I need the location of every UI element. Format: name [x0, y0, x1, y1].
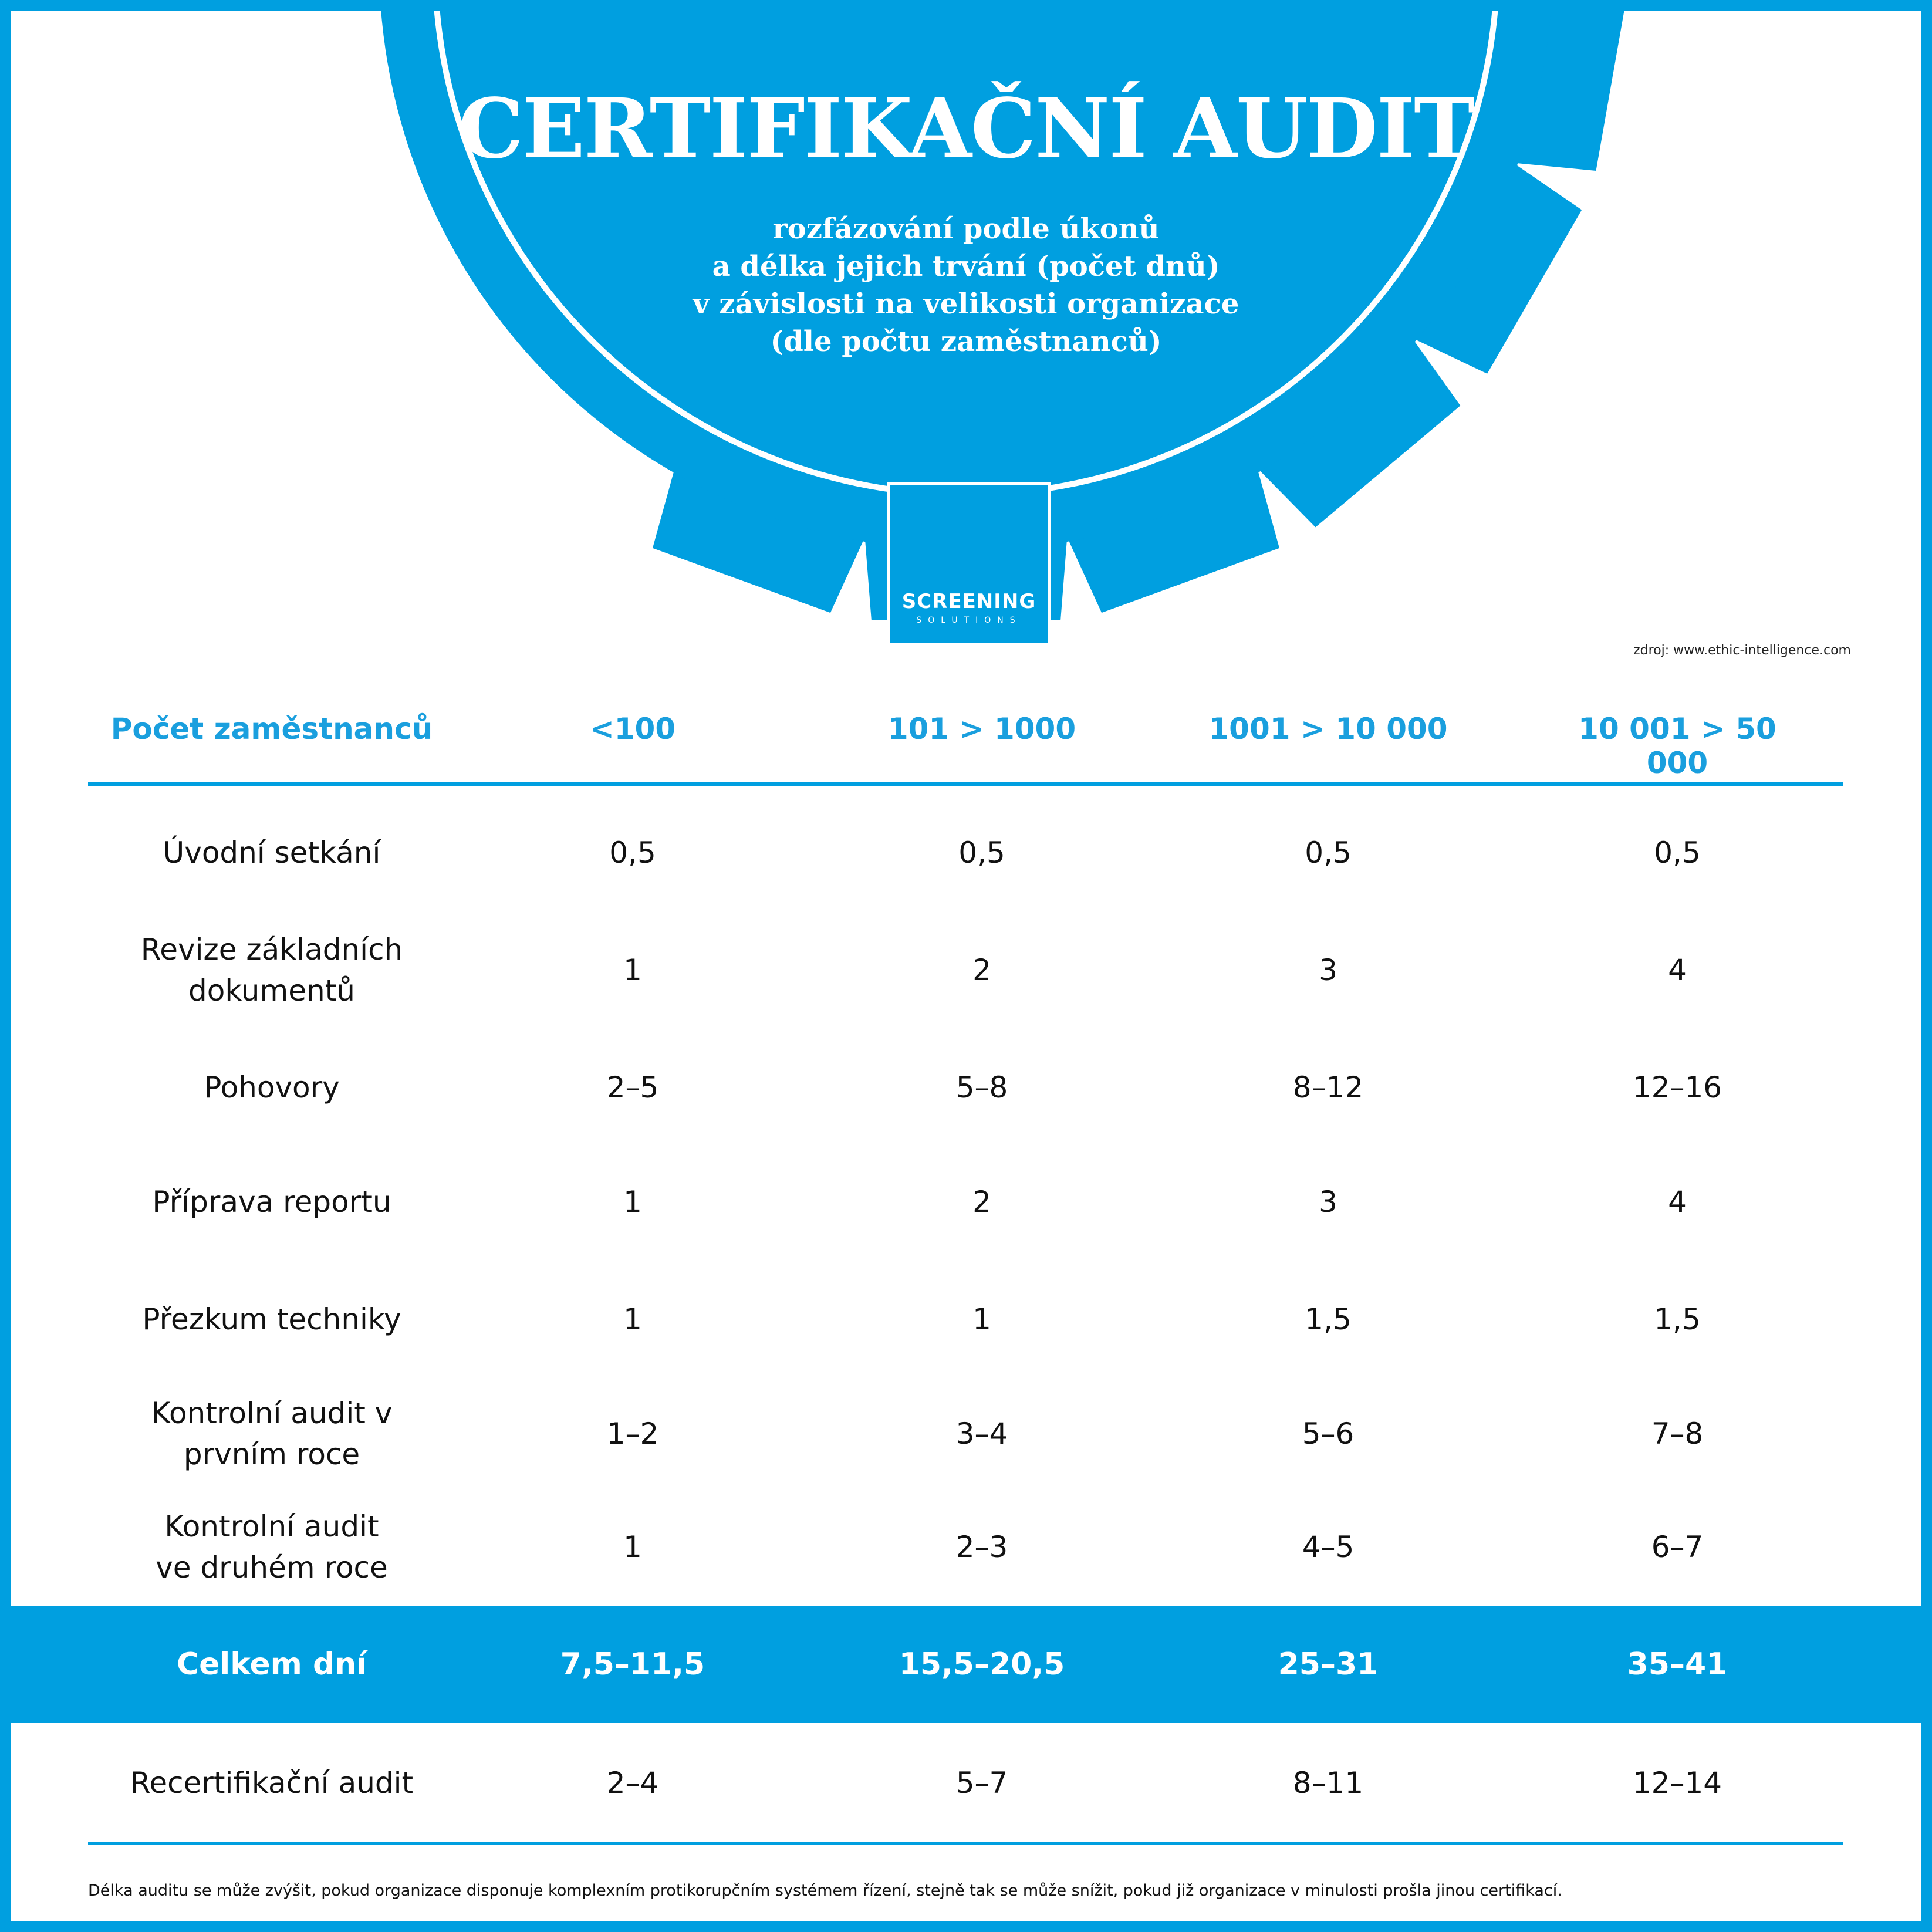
row-value: 3 [1319, 953, 1337, 987]
row-value: 1,5 [1654, 1302, 1701, 1336]
row-value: 5–6 [1302, 1417, 1355, 1451]
source-note: zdroj: www.ethic-intelligence.com [1633, 643, 1851, 658]
table-row [11, 1489, 1921, 1604]
screening-solutions-logo [887, 482, 1051, 646]
row-value: 1 [972, 1302, 991, 1336]
footnote: Délka auditu se může zvýšit, pokud organizace disponuje komplexním protikorupčním systémem řízení, stejně tak se může snížit, pokud již organizace v minulosti prošla jinou certifikací. [88, 1882, 1562, 1900]
table-row [11, 908, 1921, 1032]
header-label: Počet zaměstnanců [110, 712, 433, 746]
total-value: 15,5–20,5 [899, 1647, 1065, 1682]
row-value: 8–11 [1292, 1766, 1364, 1800]
total-label: Celkem dní [176, 1647, 367, 1682]
row-label: Pohovory [204, 1070, 340, 1105]
row-value: 2–3 [955, 1529, 1008, 1564]
row-value: 1–2 [606, 1417, 659, 1451]
subtitle-line: v závislosti na velikosti organizace [693, 288, 1239, 320]
subtitle-line: (dle počtu zaměstnanců) [770, 325, 1162, 358]
row-value: 0,5 [609, 836, 656, 870]
row-value: 1 [623, 1529, 642, 1564]
row-value: 2–4 [606, 1766, 659, 1800]
row-label: Příprava reportu [152, 1185, 391, 1219]
row-value: 7–8 [1651, 1417, 1704, 1451]
row-value: 3–4 [955, 1417, 1008, 1451]
page-subtitle [11, 210, 1921, 360]
row-value: 4 [1668, 1185, 1687, 1219]
row-label-text: Kontrolní audit ve druhém roce [156, 1509, 388, 1585]
header-divider [88, 782, 1843, 786]
header-col: 10 001 > 50 000 [1578, 712, 1776, 780]
row-value: 2–5 [606, 1070, 659, 1105]
row-value: 4–5 [1302, 1529, 1355, 1564]
row-label [11, 1489, 533, 1604]
row-value: 6–7 [1651, 1529, 1704, 1564]
row-label-text: Kontrolní audit v prvním roce [151, 1396, 393, 1471]
table-row [11, 1143, 1921, 1261]
total-row [11, 1606, 1921, 1723]
row-label-text: Revize základních dokumentů [140, 933, 403, 1008]
row-value: 0,5 [958, 836, 1005, 870]
row-label [11, 908, 533, 1032]
total-value: 7,5–11,5 [560, 1647, 705, 1682]
row-value: 0,5 [1305, 836, 1352, 870]
row-label: Recertifikační audit [130, 1766, 414, 1800]
row-value: 5–7 [955, 1766, 1008, 1800]
row-value: 12–16 [1632, 1070, 1722, 1105]
row-value: 3 [1319, 1185, 1337, 1219]
table-row [11, 1378, 1921, 1489]
table-row [11, 797, 1921, 908]
row-label: Přezkum techniky [142, 1302, 401, 1336]
row-value: 4 [1668, 953, 1687, 987]
row-value: 2 [972, 1185, 991, 1219]
header-col: 1001 > 10 000 [1208, 712, 1448, 746]
logo-tagline: SOLUTIONS [916, 616, 1022, 625]
row-value: 12–14 [1632, 1766, 1722, 1800]
subtitle-line: a délka jejich trvání (počet dnů) [712, 250, 1220, 283]
row-value: 8–12 [1292, 1070, 1364, 1105]
row-value: 5–8 [955, 1070, 1008, 1105]
row-value: 1 [623, 1185, 642, 1219]
page-title: CERTIFIKAČNÍ AUDIT [458, 81, 1474, 177]
row-value: 1 [623, 953, 642, 987]
page [11, 11, 1921, 1921]
table-row [11, 1261, 1921, 1378]
header-col: <100 [589, 712, 676, 746]
row-label [11, 1378, 533, 1489]
recert-row [11, 1730, 1921, 1836]
subtitle-line: rozfázování podle úkonů [772, 212, 1160, 245]
row-value: 1,5 [1305, 1302, 1352, 1336]
footer-divider [88, 1842, 1843, 1845]
row-value: 2 [972, 953, 991, 987]
row-value: 1 [623, 1302, 642, 1336]
row-label: Úvodní setkání [163, 836, 381, 870]
total-value: 25–31 [1278, 1647, 1379, 1682]
logo-wordmark: SCREENING [901, 590, 1036, 613]
total-value: 35–41 [1627, 1647, 1728, 1682]
row-value: 0,5 [1654, 836, 1701, 870]
header-col: 101 > 1000 [887, 712, 1076, 746]
table-row [11, 1032, 1921, 1143]
